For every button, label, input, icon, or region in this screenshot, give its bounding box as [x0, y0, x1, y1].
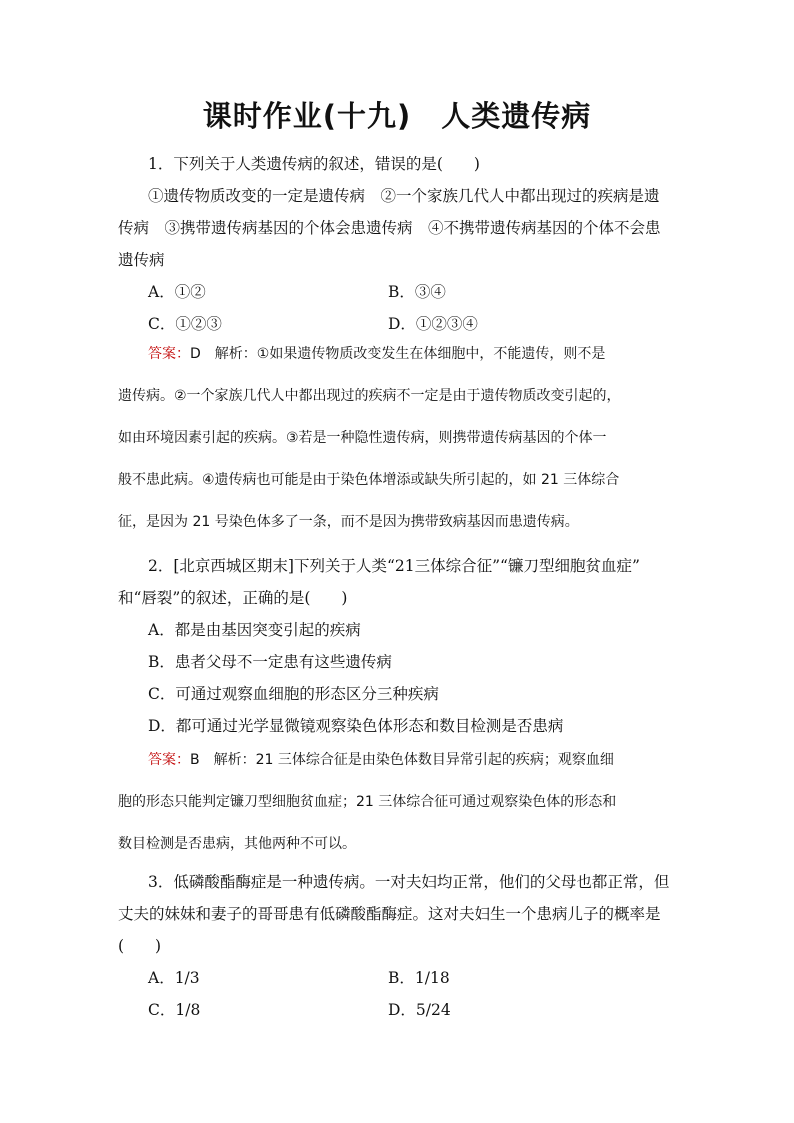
- q1-body-line: 传病 ③携带遗传病基因的个体会患遗传病 ④不携带遗传病基因的个体不会患: [118, 219, 661, 237]
- q1-answer-label: 答案：: [148, 346, 190, 362]
- q2-stem-line: 2．[北京西城区期末]下列关于人类“21三体综合征”“镰刀型细胞贫血症”: [148, 557, 640, 575]
- q3-options-row: [118, 994, 678, 1026]
- q3-option-b[interactable]: B．1/18: [388, 969, 450, 987]
- q2-option-c[interactable]: C．可通过观察血细胞的形态区分三种疾病: [148, 685, 439, 703]
- question-1: [118, 148, 678, 340]
- q1-option-b[interactable]: B．③④: [388, 283, 446, 301]
- q1-options-row: [118, 276, 678, 308]
- q2-answer: [118, 739, 678, 865]
- q2-answer-line: [118, 739, 678, 781]
- q1-answer-text: D 解析：①如果遗传物质改变发生在体细胞中，不能遗传，则不是: [190, 346, 606, 362]
- q2-option-d[interactable]: D．都可通过光学显微镜观察染色体形态和数目检测是否患病: [148, 717, 564, 735]
- q1-answer-line: [118, 333, 678, 375]
- q1-option-a[interactable]: A．①②: [148, 283, 206, 301]
- q3-option-c[interactable]: C．1/8: [148, 1001, 201, 1019]
- q1-body-line: ①遗传物质改变的一定是遗传病 ②一个家族几代人中都出现过的疾病是遗: [148, 187, 660, 205]
- q1-option-d[interactable]: D．①②③④: [388, 315, 478, 333]
- question-3: [118, 866, 678, 1026]
- q3-options-row: [118, 962, 678, 994]
- q1-analysis-line: 征，是因为 21 号染色体多了一条，而不是因为携带致病基因而患遗传病。: [118, 514, 579, 530]
- q2-option-b[interactable]: B．患者父母不一定患有这些遗传病: [148, 653, 392, 671]
- q1-analysis-line: 般不患此病。④遗传病也可能是由于染色体增添或缺失所引起的，如 21 三体综合: [118, 472, 620, 488]
- q1-body-line: 遗传病: [118, 251, 165, 269]
- q3-stem-line: 丈夫的妹妹和妻子的哥哥患有低磷酸酯酶症。这对夫妇生一个患病儿子的概率是: [118, 905, 661, 923]
- q1-answer: [118, 333, 678, 543]
- q2-analysis-line: 数目检测是否患病，其他两种不可以。: [118, 836, 356, 852]
- q2-answer-label: 答案：: [148, 752, 190, 768]
- q1-option-c[interactable]: C．①②③: [148, 315, 222, 333]
- question-2: [118, 550, 678, 742]
- q2-analysis-line: 胞的形态只能判定镰刀型细胞贫血症；21 三体综合征可通过观察染色体的形态和: [118, 794, 617, 810]
- page-title: 课时作业(十九) 人类遗传病: [202, 99, 592, 133]
- q2-answer-text: B 解析：21 三体综合征是由染色体数目异常引起的疾病；观察血细: [190, 752, 614, 768]
- q1-stem: 1．下列关于人类遗传病的叙述，错误的是( ): [148, 155, 480, 173]
- q2-stem-line: 和“唇裂”的叙述，正确的是( ): [118, 589, 348, 607]
- q2-option-a[interactable]: A．都是由基因突变引起的疾病: [148, 621, 361, 639]
- q3-option-a[interactable]: A．1/3: [148, 969, 200, 987]
- q3-stem-line: ( ): [118, 937, 162, 955]
- q3-option-d[interactable]: D．5/24: [388, 1001, 451, 1019]
- q1-analysis-line: 遗传病。②一个家族几代人中都出现过的疾病不一定是由于遗传物质改变引起的，: [118, 388, 621, 404]
- q3-stem-line: 3．低磷酸酯酶症是一种遗传病。一对夫妇均正常，他们的父母也都正常，但: [148, 873, 670, 891]
- q1-analysis-line: 如由环境因素引起的疾病。③若是一种隐性遗传病，则携带遗传病基因的个体一: [118, 430, 607, 446]
